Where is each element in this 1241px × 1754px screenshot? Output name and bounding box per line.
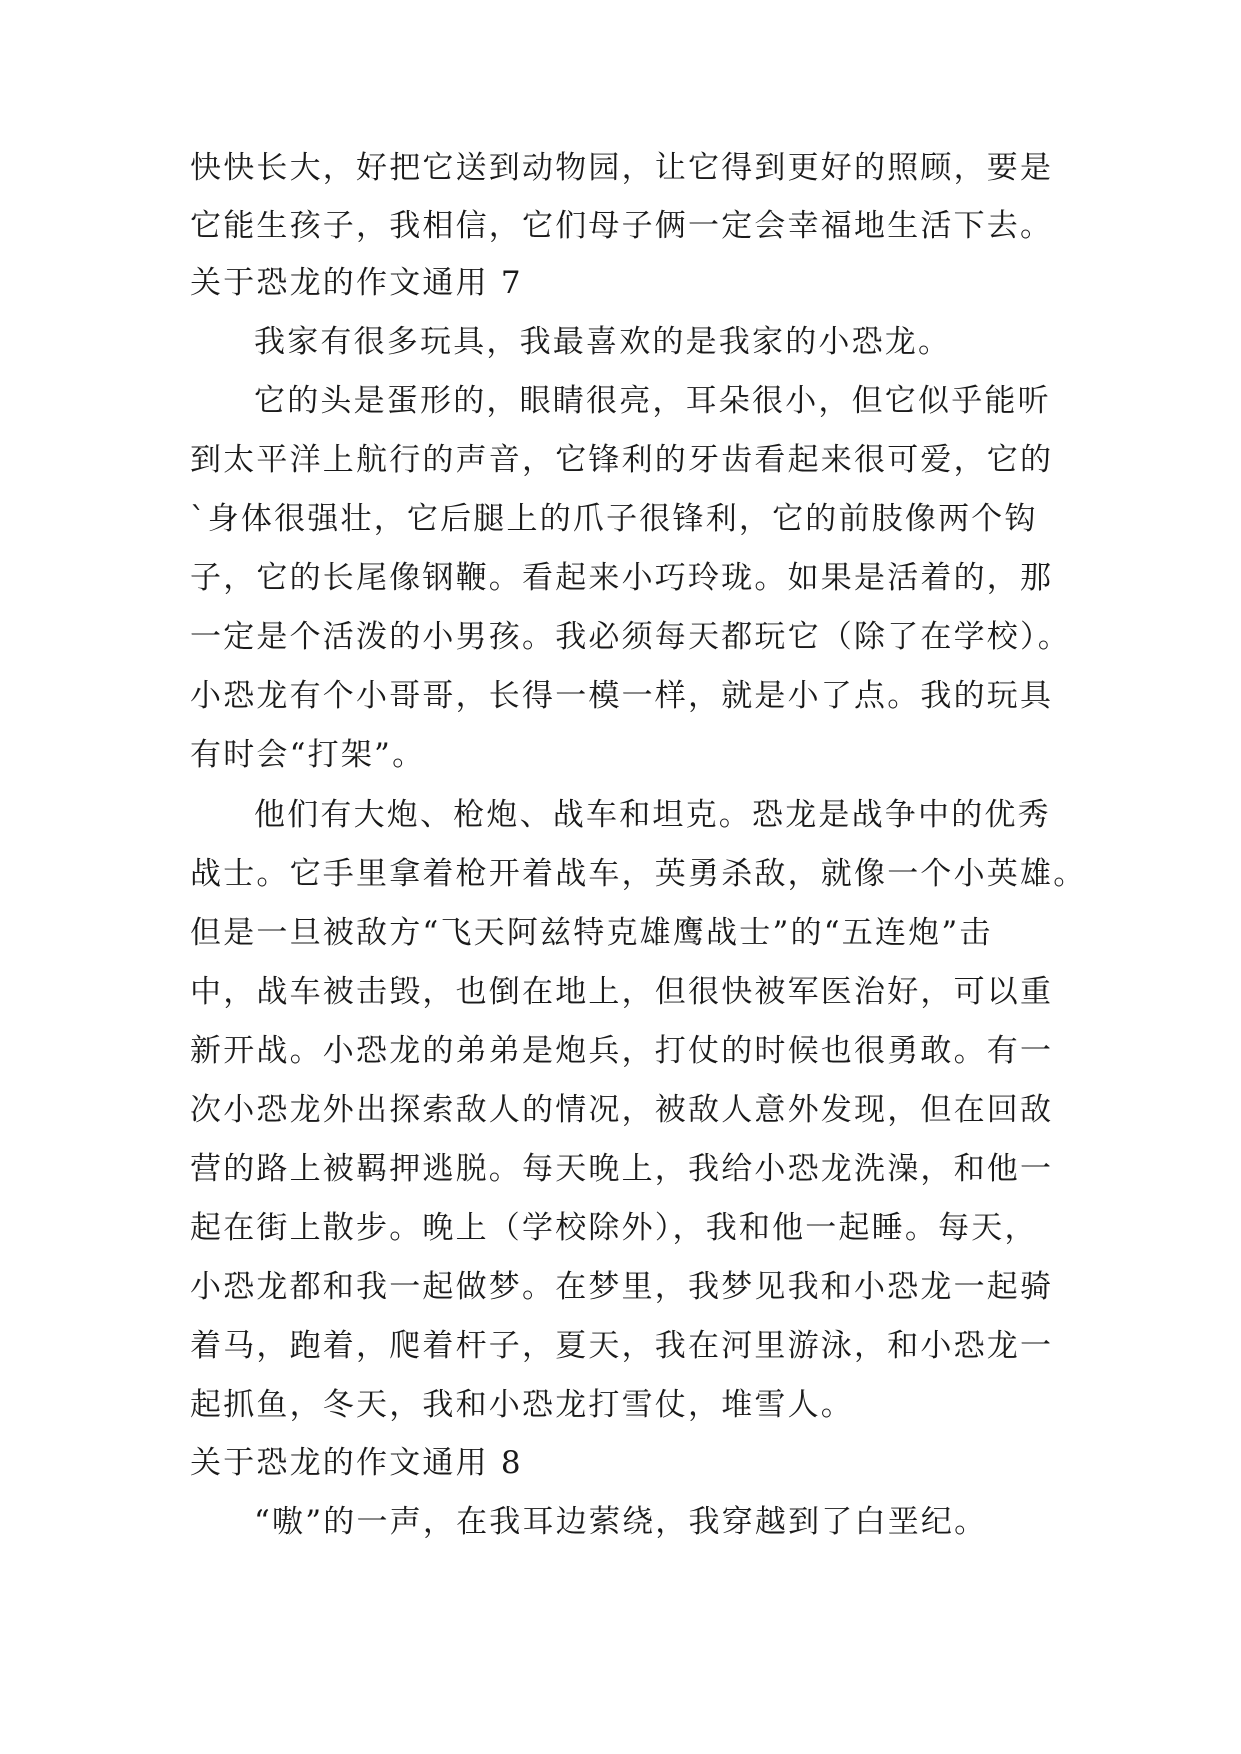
paragraph-line: 小恐龙有个小哥哥，长得一模一样，就是小了点。我的玩具 [190, 678, 1054, 714]
section-heading: 关于恐龙的作文通用 7 [190, 265, 523, 301]
paragraph-line: “嗷”的一声，在我耳边萦绕，我穿越到了白垩纪。 [254, 1504, 988, 1540]
paragraph-line: 中，战车被击毁，也倒在地上，但很快被军医治好，可以重 [190, 974, 1054, 1010]
paragraph-line: 子，它的长尾像钢鞭。看起来小巧玲珑。如果是活着的，那 [190, 560, 1054, 596]
paragraph-line: 它能生孩子，我相信，它们母子俩一定会幸福地生活下去。 [190, 208, 1054, 244]
paragraph-line: 新开战。小恐龙的弟弟是炮兵，打仗的时候也很勇敢。有一 [190, 1033, 1054, 1069]
section-heading: 关于恐龙的作文通用 8 [190, 1445, 523, 1481]
paragraph-line: 到太平洋上航行的声音，它锋利的牙齿看起来很可爱，它的 [190, 442, 1054, 478]
paragraph-line: 着马，跑着，爬着杆子，夏天，我在河里游泳，和小恐龙一 [190, 1328, 1054, 1364]
paragraph-line: 他们有大炮、枪炮、战车和坦克。恐龙是战争中的优秀 [254, 797, 1051, 833]
paragraph-line: 次小恐龙外出探索敌人的情况，被敌人意外发现，但在回敌 [190, 1092, 1054, 1128]
paragraph-line: 营的路上被羁押逃脱。每天晚上，我给小恐龙洗澡，和他一 [190, 1151, 1054, 1187]
paragraph-line: 一定是个活泼的小男孩。我必须每天都玩它（除了在学校）。 [190, 619, 1071, 655]
paragraph-line: `身体很强壮，它后腿上的爪子很锋利，它的前肢像两个钩 [190, 501, 1038, 537]
paragraph-line: 战士。它手里拿着枪开着战车，英勇杀敌，就像一个小英雄。 [190, 856, 1087, 892]
paragraph-line: 但是一旦被敌方“飞天阿兹特克雄鹰战士”的“五连炮”击 [190, 915, 993, 951]
paragraph-line: 起在街上散步。晚上（学校除外），我和他一起睡。每天， [190, 1210, 1038, 1246]
paragraph-line: 起抓鱼，冬天，我和小恐龙打雪仗，堆雪人。 [190, 1387, 854, 1423]
paragraph-line: 快快长大，好把它送到动物园，让它得到更好的照顾，要是 [190, 150, 1054, 186]
paragraph-line: 它的头是蛋形的，眼睛很亮，耳朵很小，但它似乎能听 [254, 383, 1051, 419]
paragraph-line: 我家有很多玩具，我最喜欢的是我家的小恐龙。 [254, 324, 952, 360]
paragraph-line: 有时会“打架”。 [190, 737, 426, 773]
paragraph-line: 小恐龙都和我一起做梦。在梦里，我梦见我和小恐龙一起骑 [190, 1269, 1054, 1305]
